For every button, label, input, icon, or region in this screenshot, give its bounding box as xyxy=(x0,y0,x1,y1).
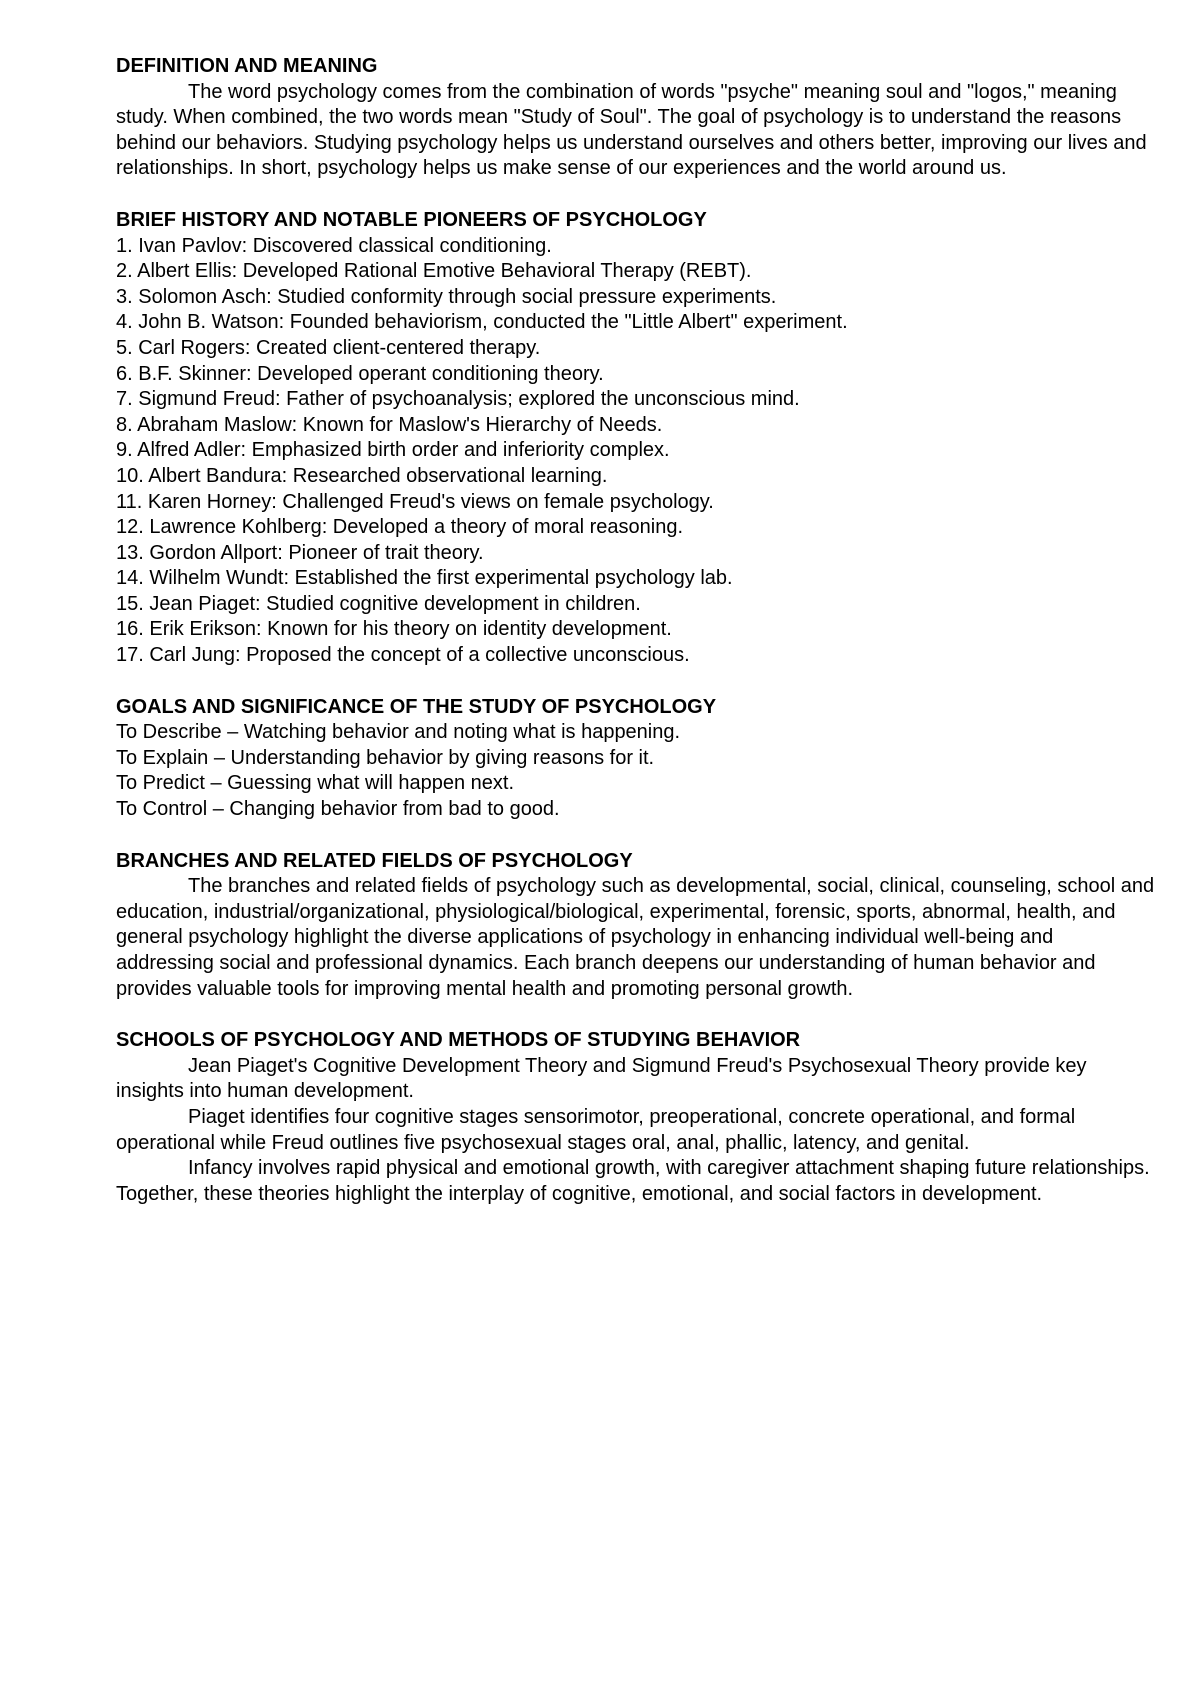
branches-section xyxy=(116,849,1156,1003)
schools-paragraph-3: Infancy involves rapid physical and emotional growth, with caregiver attachment shaping future relationships. Together, these theories highlight the interplay of cognitive, emotional, and social factors in development. xyxy=(116,1157,1150,1205)
list-item: 15. Jean Piaget: Studied cognitive development in children. xyxy=(116,592,641,615)
schools-heading: SCHOOLS OF PSYCHOLOGY AND METHODS OF STUDYING BEHAVIOR xyxy=(116,1029,801,1052)
schools-section xyxy=(116,1028,1156,1207)
list-item: To Explain – Understanding behavior by giving reasons for it. xyxy=(116,746,655,769)
list-item: 12. Lawrence Kohlberg: Developed a theory of moral reasoning. xyxy=(116,516,684,539)
list-item: 6. B.F. Skinner: Developed operant conditioning theory. xyxy=(116,362,604,385)
list-item: 16. Erik Erikson: Known for his theory on identity development. xyxy=(116,618,672,641)
definition-paragraph: The word psychology comes from the combination of words "psyche" meaning soul and "logos," meaning study. When combined, the two words mean "Study of Soul". The goal of psychology is to understand the reasons behind our behaviors. Studying psychology helps us understand ourselves and others better, improving our lives and relationships. In short, psychology helps us make sense of our experiences and the world around us. xyxy=(116,80,1147,180)
goals-heading: GOALS AND SIGNIFICANCE OF THE STUDY OF PSYCHOLOGY xyxy=(116,695,717,718)
list-item: To Control – Changing behavior from bad to good. xyxy=(116,798,560,821)
schools-paragraph-2: Piaget identifies four cognitive stages sensorimotor, preoperational, concrete operational, and formal operational while Freud outlines five psychosexual stages oral, anal, phallic, latency, and genital. xyxy=(116,1105,1076,1154)
branches-paragraph: The branches and related fields of psychology such as developmental, social, clinical, counseling, school and education, industrial/organizational, physiological/biological, experimental, forensic, sports, abnormal, health, and general psychology highlight the diverse applications of psychology in enhancing individual well-being and addressing social and professional dynamics. Each branch deepens our understanding of human behavior and provides valuable tools for improving mental health and promoting personal growth. xyxy=(116,875,1155,1000)
list-item: 1. Ivan Pavlov: Discovered classical conditioning. xyxy=(116,234,552,257)
list-item: 13. Gordon Allport: Pioneer of trait theory. xyxy=(116,541,484,564)
list-item: To Describe – Watching behavior and noting what is happening. xyxy=(116,721,681,744)
definition-section xyxy=(116,54,1156,182)
pioneers-list xyxy=(116,234,1156,669)
history-heading: BRIEF HISTORY AND NOTABLE PIONEERS OF PSYCHOLOGY xyxy=(116,208,707,231)
definition-heading: DEFINITION AND MEANING xyxy=(116,55,378,77)
list-item: 7. Sigmund Freud: Father of psychoanalysis; explored the unconscious mind. xyxy=(116,388,800,411)
list-item: 3. Solomon Asch: Studied conformity through social pressure experiments. xyxy=(116,285,777,308)
goals-section xyxy=(116,695,1156,823)
list-item: 10. Albert Bandura: Researched observational learning. xyxy=(116,464,608,487)
schools-paragraph-1: Jean Piaget's Cognitive Development Theory and Sigmund Freud's Psychosexual Theory provide key insights into human development. xyxy=(116,1054,1087,1103)
list-item: 9. Alfred Adler: Emphasized birth order and inferiority complex. xyxy=(116,439,670,462)
list-item: 17. Carl Jung: Proposed the concept of a collective unconscious. xyxy=(116,644,690,667)
list-item: 14. Wilhelm Wundt: Established the first experimental psychology lab. xyxy=(116,567,733,590)
history-section xyxy=(116,208,1156,669)
list-item: 11. Karen Horney: Challenged Freud's views on female psychology. xyxy=(116,490,714,513)
list-item: 2. Albert Ellis: Developed Rational Emotive Behavioral Therapy (REBT). xyxy=(116,260,752,283)
list-item: To Predict – Guessing what will happen next. xyxy=(116,772,514,795)
list-item: 4. John B. Watson: Founded behaviorism, conducted the "Little Albert" experiment. xyxy=(116,311,848,334)
goals-list xyxy=(116,720,1156,822)
document-page xyxy=(116,54,1156,1233)
branches-heading: BRANCHES AND RELATED FIELDS OF PSYCHOLOGY xyxy=(116,849,633,872)
list-item: 8. Abraham Maslow: Known for Maslow's Hierarchy of Needs. xyxy=(116,413,663,436)
list-item: 5. Carl Rogers: Created client-centered therapy. xyxy=(116,336,541,359)
